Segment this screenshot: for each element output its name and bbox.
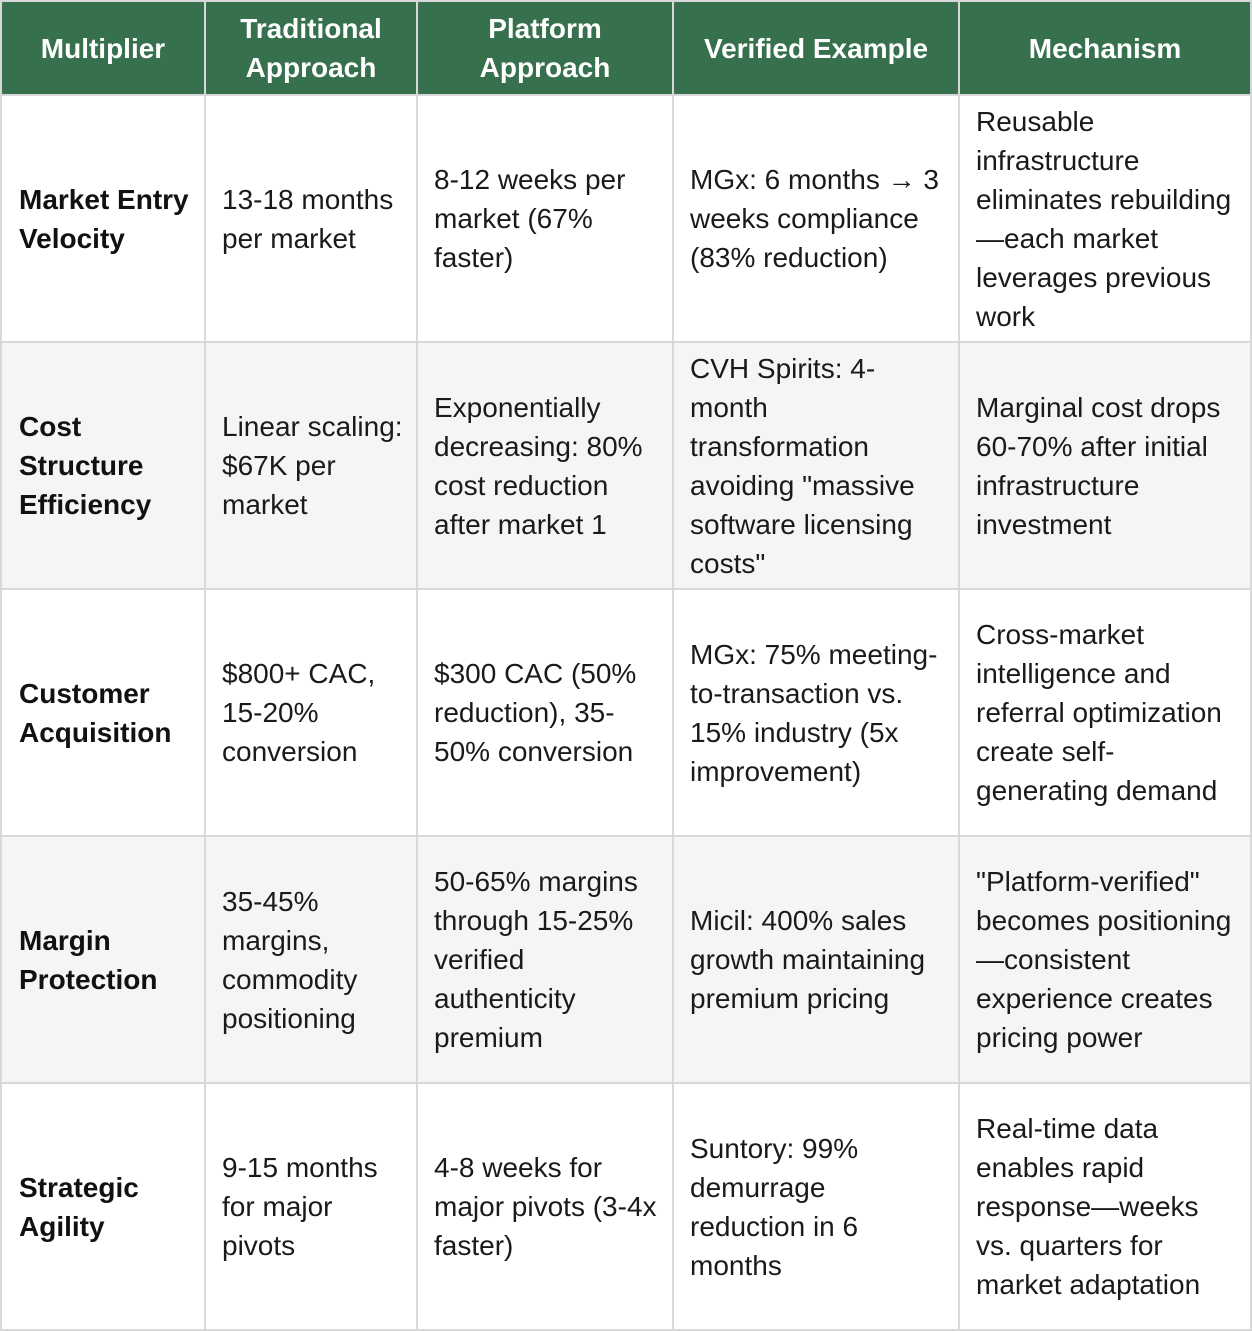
cell-multiplier: Market Entry Velocity — [1, 95, 205, 342]
cell-multiplier: Cost Structure Efficiency — [1, 342, 205, 589]
table-header — [1, 1, 1251, 95]
cell-example: Micil: 400% sales growth maintaining premium pricing — [673, 836, 959, 1083]
cell-platform: Exponentially decreasing: 80% cost reduction after market 1 — [417, 342, 673, 589]
cell-platform: $300 CAC (50% reduction), 35-50% conversion — [417, 589, 673, 836]
cell-mechanism: Real-time data enables rapid response—weeks vs. quarters for market adaptation — [959, 1083, 1251, 1330]
cell-platform: 4-8 weeks for major pivots (3-4x faster) — [417, 1083, 673, 1330]
cell-traditional: 13-18 months per market — [205, 95, 417, 342]
header-verified-example: Verified Example — [673, 1, 959, 95]
cell-example: MGx: 75% meeting-to-transaction vs. 15% industry (5x improvement) — [673, 589, 959, 836]
table-body — [1, 95, 1251, 1330]
cell-mechanism: Marginal cost drops 60-70% after initial infrastructure investment — [959, 342, 1251, 589]
cell-example: MGx: 6 months → 3 weeks compliance (83% reduction) — [673, 95, 959, 342]
cell-example: CVH Spirits: 4-month transformation avoiding "massive software licensing costs" — [673, 342, 959, 589]
header-multiplier: Multiplier — [1, 1, 205, 95]
cell-mechanism: Reusable infrastructure eliminates rebuilding—each market leverages previous work — [959, 95, 1251, 342]
header-row — [1, 1, 1251, 95]
cell-multiplier: Strategic Agility — [1, 1083, 205, 1330]
header-traditional-approach: Traditional Approach — [205, 1, 417, 95]
cell-example: Suntory: 99% demurrage reduction in 6 months — [673, 1083, 959, 1330]
cell-platform: 8-12 weeks per market (67% faster) — [417, 95, 673, 342]
cell-multiplier: Margin Protection — [1, 836, 205, 1083]
table-row — [1, 342, 1251, 589]
cell-traditional: 35-45% margins, commodity positioning — [205, 836, 417, 1083]
table-row — [1, 1083, 1251, 1330]
table-row — [1, 836, 1251, 1083]
cell-mechanism: Cross-market intelligence and referral optimization create self-generating demand — [959, 589, 1251, 836]
header-platform-approach: Platform Approach — [417, 1, 673, 95]
table-row — [1, 589, 1251, 836]
table-row — [1, 95, 1251, 342]
cell-multiplier: Customer Acquisition — [1, 589, 205, 836]
cell-traditional: 9-15 months for major pivots — [205, 1083, 417, 1330]
cell-traditional: Linear scaling: $67K per market — [205, 342, 417, 589]
cell-platform: 50-65% margins through 15-25% verified authenticity premium — [417, 836, 673, 1083]
header-mechanism: Mechanism — [959, 1, 1251, 95]
cell-traditional: $800+ CAC, 15-20% conversion — [205, 589, 417, 836]
cell-mechanism: "Platform-verified" becomes positioning—consistent experience creates pricing power — [959, 836, 1251, 1083]
